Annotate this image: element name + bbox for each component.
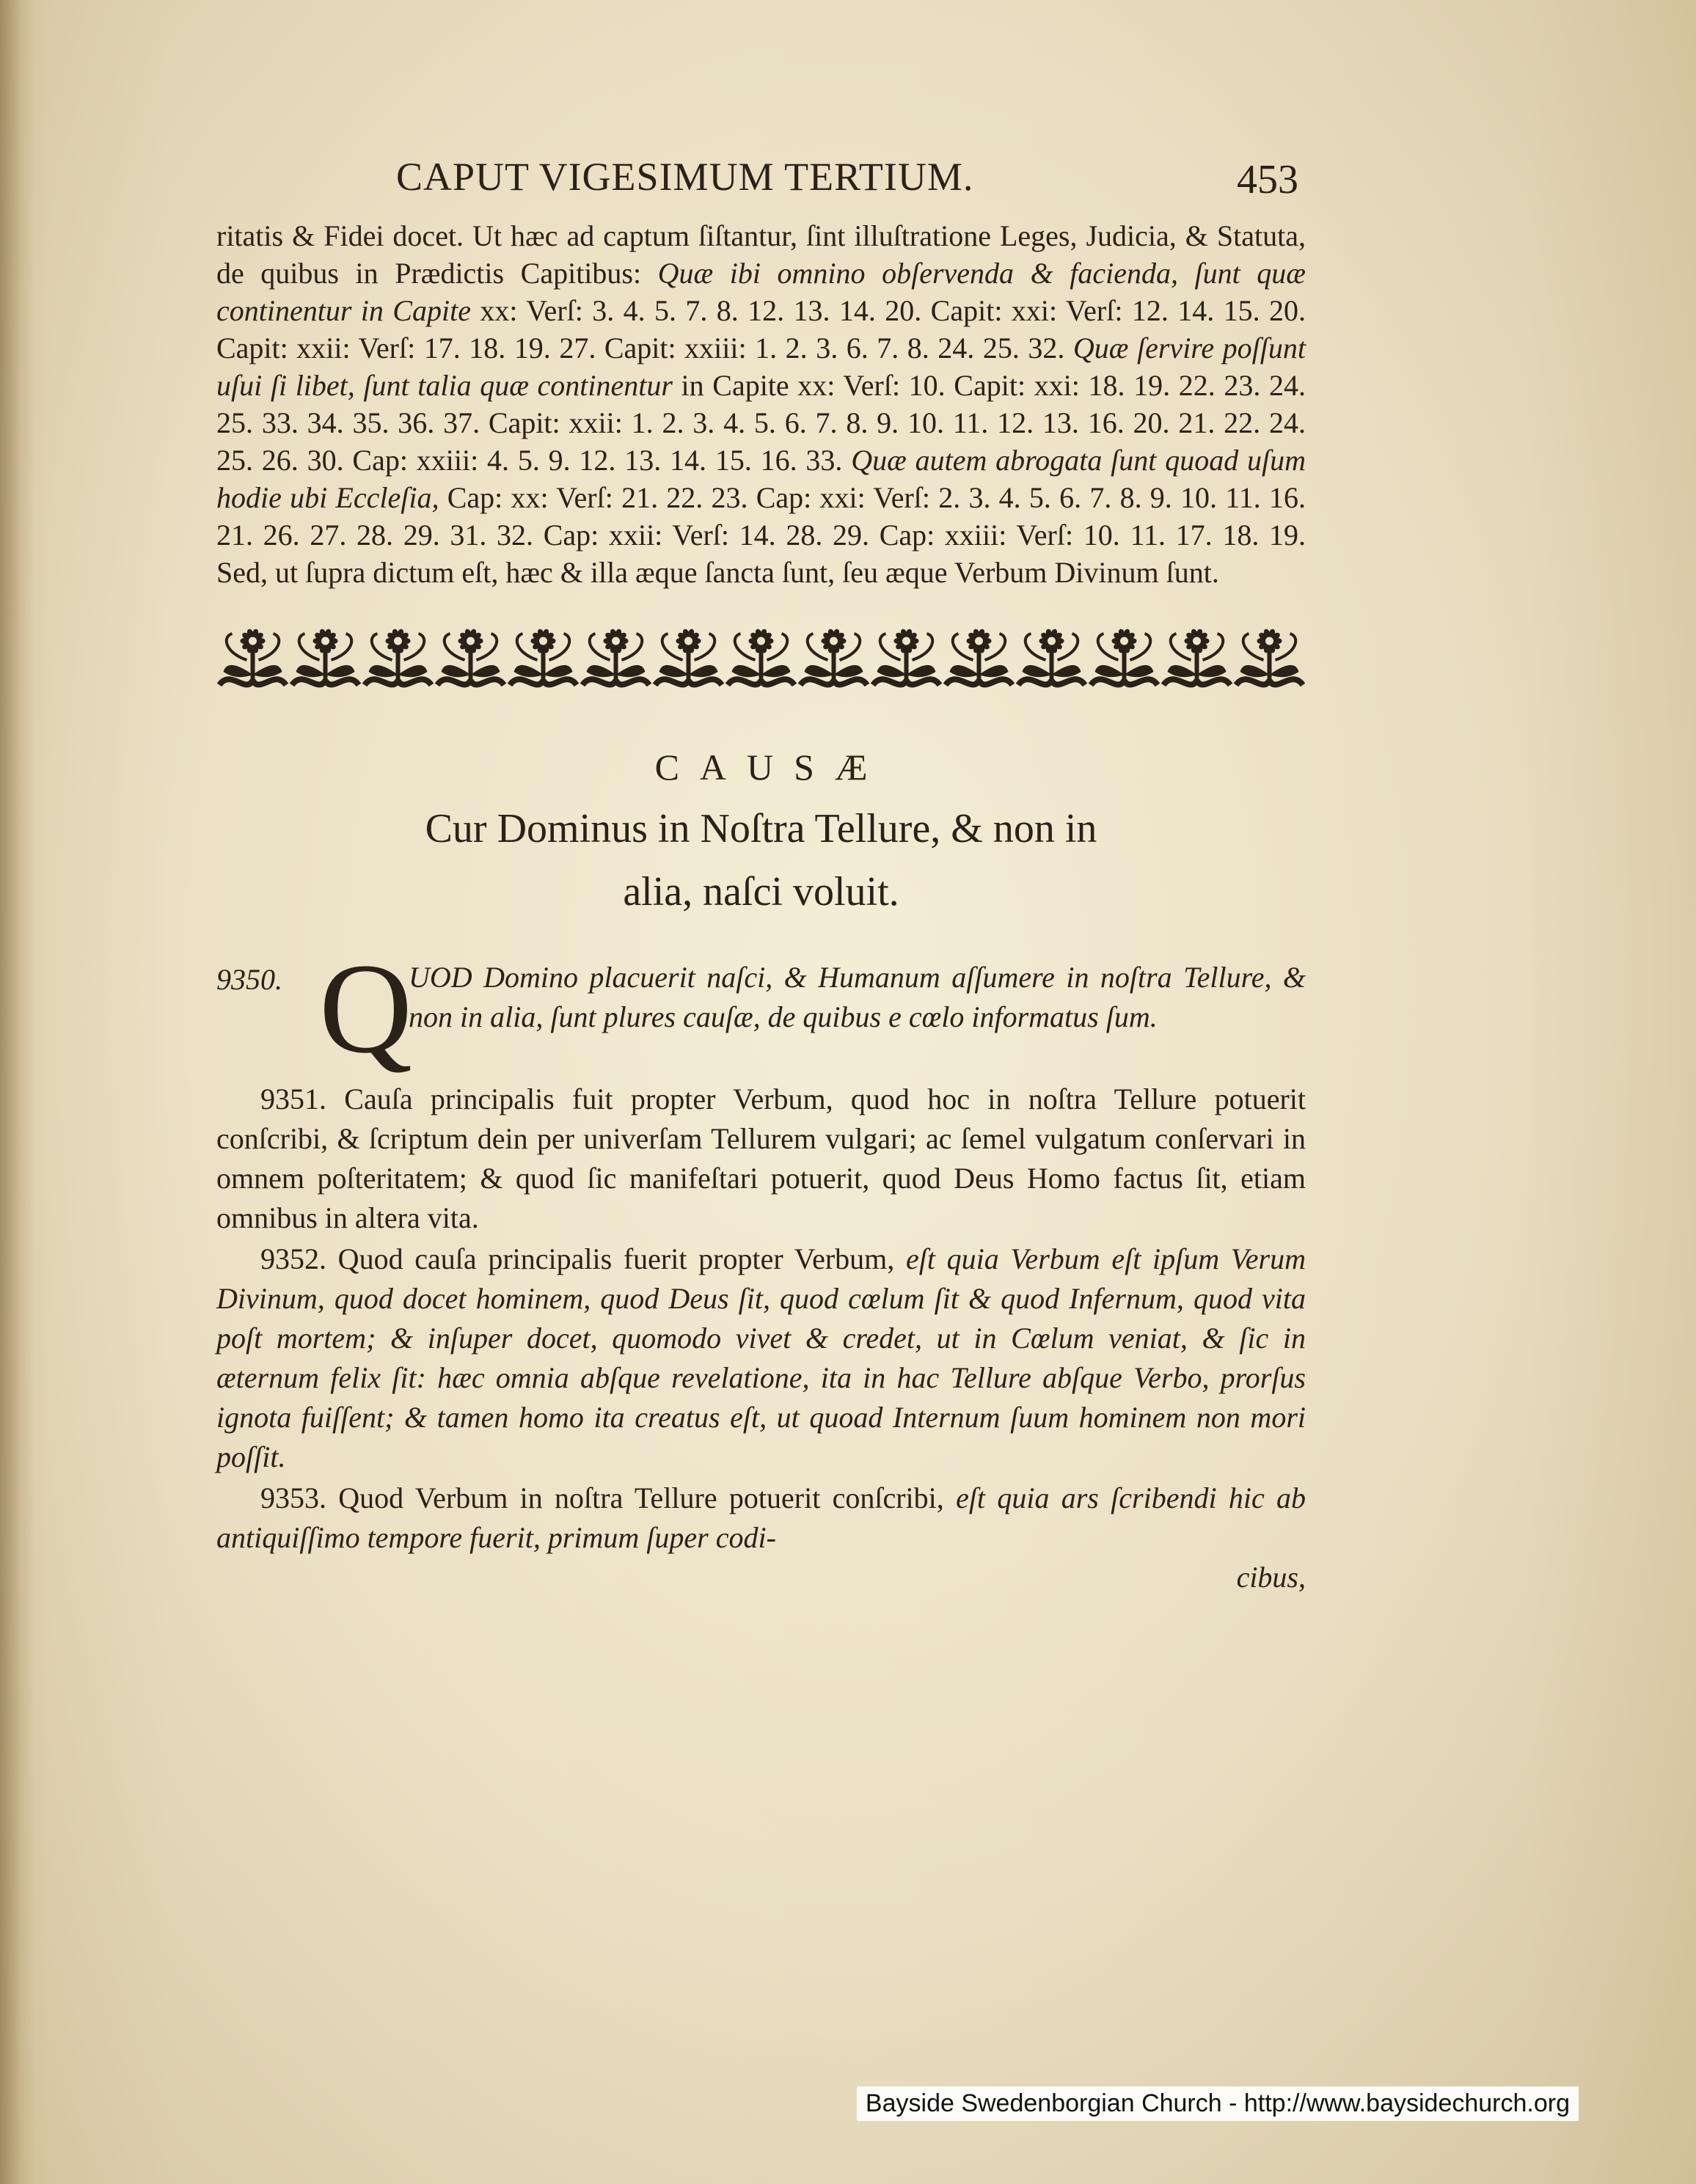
paragraph-text-italic: eſt quia Verbum eſt ipſum Verum Divinum, quod docet hominem, quod Deus ſit, quod cœlum ſit & quod Infernum, quod vita poſt mortem; & inſuper docet, quomodo vivet & credet, ut in Cœlum veniat, & ſic in æternum felix ſit: hæc omnia abſque revelatione, ita in hac Tellure abſque Verbo, prorſus ignota fuiſſent; & tamen homo ita creatus eſt, ut quoad Internum ſuum hominem non mori poſſit. bbox=[216, 1242, 1306, 1473]
floral-ornament-band bbox=[216, 623, 1306, 697]
flower-motif bbox=[728, 629, 794, 685]
text-segment-italic: Quæ ibi omnino obſervenda & facienda, ſunt quæ continentur in Capite bbox=[216, 257, 1306, 327]
flower-motif bbox=[946, 629, 1012, 685]
paragraph-9352 bbox=[216, 1239, 1306, 1477]
paragraph-text: Cauſa principalis fuit propter Verbum, quod hoc in noſtra Tellure potuerit conſcribi, & ſcriptum dein per univerſam Tellurem vulgari; ac ſemel vulgatum conſervari in omnem poſteritatem; & quod ſic manifeſtari potuerit, quod Deus Homo factus ſit, etiam omnibus in altera vita. bbox=[216, 1082, 1306, 1234]
section-subtitle-line-1: Cur Dominus in Noſtra Tellure, & non in bbox=[425, 806, 1097, 851]
paragraph-number: 9350. bbox=[216, 963, 282, 996]
section-title: CAUSÆ bbox=[654, 747, 888, 788]
running-title: CAPUT VIGESIMUM TERTIUM. bbox=[396, 155, 974, 199]
flower-motif bbox=[1091, 629, 1158, 685]
flower-motif bbox=[292, 629, 359, 685]
section-subtitle-line-2: alia, naſci voluit. bbox=[623, 869, 899, 915]
text-segment: in Capite xx: Verſ: 10. Capit: xxi: 18. 19. 22. 23. 24. 25. 33. 34. 35. 36. 37. Capit: xxii: 1. 2. 3. 4. 5. 6. 7. 8. 9. 10. 11. 12. 13. 16. 20. 21. 22. 24. 25. 26. 30. Cap: xxiii: 4. 5. 9. 12. 13. 14. 15. 16. 33. bbox=[216, 369, 1306, 477]
flower-motif bbox=[873, 629, 940, 685]
text-segment: ritatis & Fidei docet. Ut hæc ad captum ſiſtantur, ſint illuſtratione Leges, Judicia, & Statuta, de quibus in Prædictis Capitibus: bbox=[216, 219, 1306, 290]
flower-motif bbox=[437, 629, 504, 685]
watermark: Bayside Swedenborgian Church - http://www.baysidechurch.org bbox=[857, 2086, 1579, 2121]
flower-motif bbox=[800, 629, 867, 685]
paragraph-text-italic: eſt quia ars ſcribendi hic ab antiquiſſimo tempore fuerit, primum ſuper codi- bbox=[216, 1481, 1306, 1554]
paragraph-text: Quod Verbum in noſtra Tellure potuerit conſcribi, bbox=[326, 1481, 957, 1514]
text-segment: Cap: xx: Verſ: 21. 22. 23. Cap: xxi: Verſ: 2. 3. 4. 5. 6. 7. 8. 9. 10. 11. 16. 21. 26. 27. 28. 29. 31. 32. Cap: xxii: Verſ: 14. 28. 29. Cap: xxiii: Verſ: 10. 11. 17. 18. 19. Sed, ut ſupra dictum eſt, hæc & illa æque ſancta ſunt, ſeu æque Verbum Divinum ſunt. bbox=[216, 481, 1306, 589]
text-segment-italic: Quæ autem abrogata ſunt quoad uſum hodie ubi Eccleſia, bbox=[216, 444, 1306, 514]
page-content bbox=[216, 147, 1306, 1597]
running-head bbox=[216, 147, 1306, 207]
continuation-paragraph bbox=[216, 217, 1306, 591]
catchword: cibus, bbox=[1236, 1561, 1306, 1594]
paragraph-9353 bbox=[216, 1478, 1306, 1558]
paragraph-text: UOD Domino placuerit naſci, & Humanum aſſumere in noſtra Tellure, & non in alia, ſunt plures cauſæ, de quibus e cœlo informatus ſum. bbox=[409, 961, 1306, 1033]
paragraph-number: 9351. bbox=[260, 1082, 326, 1115]
flower-motif bbox=[1163, 629, 1230, 685]
flower-motif bbox=[1236, 629, 1303, 685]
paragraph-9351 bbox=[216, 1080, 1306, 1238]
flower-motif bbox=[1018, 629, 1085, 685]
flower-motif bbox=[582, 629, 649, 685]
text-segment: xx: Verſ: 3. 4. 5. 7. 8. 12. 13. 14. 20. Capit: xxi: Verſ: 12. 14. 15. 20. Capit: xxii: Verſ: 17. 18. 19. 27. Capit: xxiii: 1. 2. 3. 6. 7. 8. 24. 25. 32. bbox=[216, 294, 1306, 364]
drop-cap: Q bbox=[319, 937, 413, 1080]
flower-motif bbox=[365, 629, 431, 685]
paragraph-number: 9353. bbox=[260, 1481, 326, 1514]
ornament-svg bbox=[216, 623, 1306, 697]
paragraph-9350 bbox=[216, 937, 1306, 1080]
paragraph-text: Quod cauſa principalis fuerit propter Verbum, bbox=[326, 1242, 906, 1275]
flower-motif bbox=[655, 629, 722, 685]
text-segment-italic: Quæ ſervire poſſunt uſui ſi libet, ſunt talia quæ continentur bbox=[216, 331, 1306, 402]
page-number: 453 bbox=[1237, 157, 1298, 202]
binding-shadow bbox=[0, 0, 35, 2184]
flower-motif bbox=[510, 629, 577, 685]
flower-motif bbox=[219, 629, 286, 685]
paragraph-number: 9352. bbox=[260, 1242, 326, 1275]
